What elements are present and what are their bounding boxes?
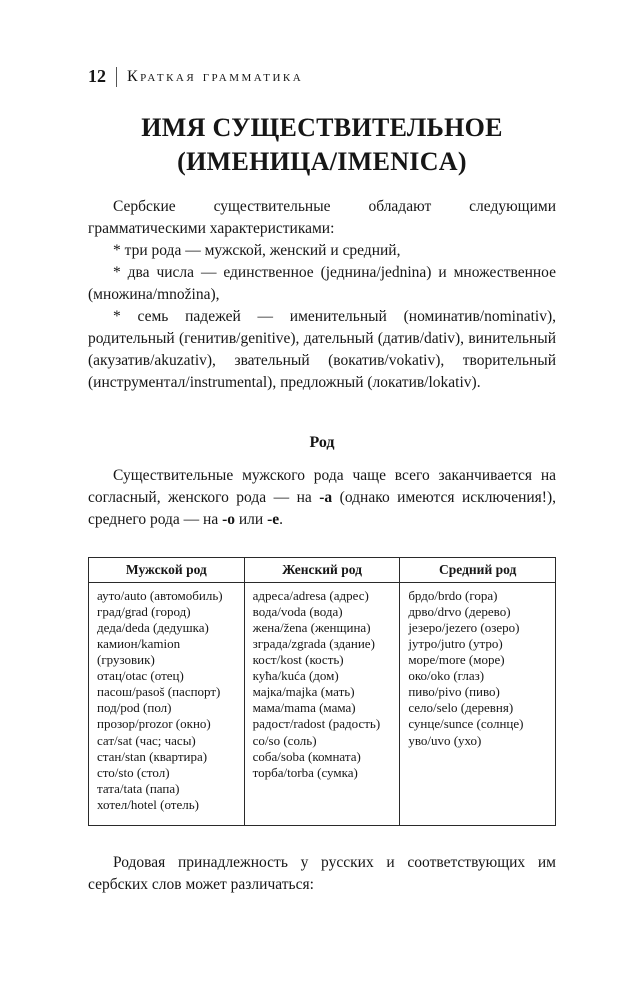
feminine-cell: [244, 582, 400, 826]
word-entry: мајка/majka (мать): [252, 684, 355, 700]
word-entry: град/grad (город): [97, 603, 191, 619]
rod-text-4: .: [279, 510, 284, 528]
word-entry: отац/otac (отец): [97, 668, 184, 684]
rod-bold-a: -а: [319, 488, 333, 506]
chapter-title: [88, 111, 556, 179]
word-entry: зграда/zgrada (здание): [252, 635, 375, 651]
word-entry: мама/mama (мама): [252, 700, 356, 716]
word-entry: брдо/brdo (гора): [408, 587, 498, 603]
word-entry: адреса/adresa (адрес): [252, 587, 369, 603]
word-entry: кућа/kuća (дом): [252, 668, 339, 684]
word-entry: радост/radost (радость): [252, 716, 381, 732]
word-entry: тата/tata (папа): [97, 780, 180, 796]
word-entry: торба/torba (сумка): [252, 764, 358, 780]
page-number: 12: [88, 66, 106, 86]
outro-paragraph: Родовая принадлежность у русских и соответствующих им сербских слов может различаться:: [88, 854, 556, 894]
gender-table-header-row: [89, 557, 556, 582]
intro-paragraph: Сербские существительные обладают следующими грамматическими характеристиками:: [88, 197, 556, 237]
word-entry: стан/stan (квартира): [97, 748, 208, 764]
word-entry: сунце/sunce (солнце): [408, 716, 524, 732]
header-divider: [116, 67, 117, 87]
neuter-entries: [408, 588, 548, 749]
rod-text-2: (однако имеются исключения!), среднего рода — на: [88, 488, 557, 528]
word-entry: жена/žena (женщина): [252, 619, 371, 635]
gender-table: [88, 557, 556, 827]
neuter-cell: [400, 582, 556, 826]
word-entry: пиво/pivo (пиво): [408, 684, 500, 700]
chapter-title-line1: ИМЯ СУЩЕСТВИТЕЛЬНОЕ: [141, 113, 503, 142]
bullet-list: [88, 240, 556, 394]
chapter-title-line2: (ИМЕНИЦА/IMENICA): [177, 146, 467, 176]
word-entry: уво/uvo (ухо): [408, 732, 482, 748]
rod-bold-o: -о: [222, 510, 236, 528]
word-entry: сат/sat (час; часы): [97, 732, 196, 748]
word-entry: хотел/hotel (отель): [97, 797, 199, 813]
word-entry: прозор/prozor (окно): [97, 716, 211, 732]
word-entry: око/oko (глаз): [408, 668, 485, 684]
section-heading-rod: Род: [309, 433, 335, 451]
word-entry: јутро/jutro (утро): [408, 635, 503, 651]
bullet-item: * семь падежей — именительный (номинатив/nominativ), родительный (генитив/genitive), дательный (датив/dativ), винительный (акузатив/akuzativ), звательный (вокатив/vokativ), творительный (инструментал/instrumental), предложный (локатив/lokativ).: [88, 307, 556, 391]
running-title: Краткая грамматика: [127, 67, 304, 85]
word-entry: камион/kamion (грузовик): [97, 635, 181, 668]
word-entry: вода/voda (вода): [252, 603, 343, 619]
word-entry: пасош/pasoš (паспорт): [97, 684, 221, 700]
word-entry: дрво/drvo (дерево): [408, 603, 511, 619]
column-header-masculine: Мужской род: [89, 557, 245, 582]
word-entry: сто/sto (стол): [97, 764, 170, 780]
word-entry: море/more (море): [408, 652, 505, 668]
masculine-entries: [97, 588, 237, 814]
word-entry: под/pod (пол): [97, 700, 172, 716]
running-header: [88, 66, 556, 87]
feminine-entries: [253, 588, 393, 781]
word-entry: ауто/auto (автомобиль): [97, 587, 223, 603]
word-entry: кост/kost (кость): [252, 652, 344, 668]
gender-table-body-row: [89, 582, 556, 826]
bullet-item: * два числа — единственное (једнина/jednina) и множественное (множина/množina),: [88, 263, 556, 303]
rod-text-1: Существительные мужского рода чаще всего заканчивается на согласный, женского рода — на: [88, 466, 556, 506]
bullet-item: * три рода — мужской, женский и средний,: [113, 241, 401, 259]
word-entry: деда/deda (дедушка): [97, 619, 209, 635]
word-entry: со/so (соль): [252, 732, 317, 748]
column-header-feminine: Женский род: [244, 557, 400, 582]
word-entry: село/selo (деревня): [408, 700, 514, 716]
column-header-neuter: Средний род: [400, 557, 556, 582]
word-entry: језеро/jezero (озеро): [408, 619, 520, 635]
masculine-cell: [89, 582, 245, 826]
rod-paragraph: [88, 465, 556, 531]
word-entry: соба/soba (комната): [252, 748, 361, 764]
rod-text-3: или: [235, 510, 268, 528]
rod-bold-e: -е: [267, 510, 280, 528]
